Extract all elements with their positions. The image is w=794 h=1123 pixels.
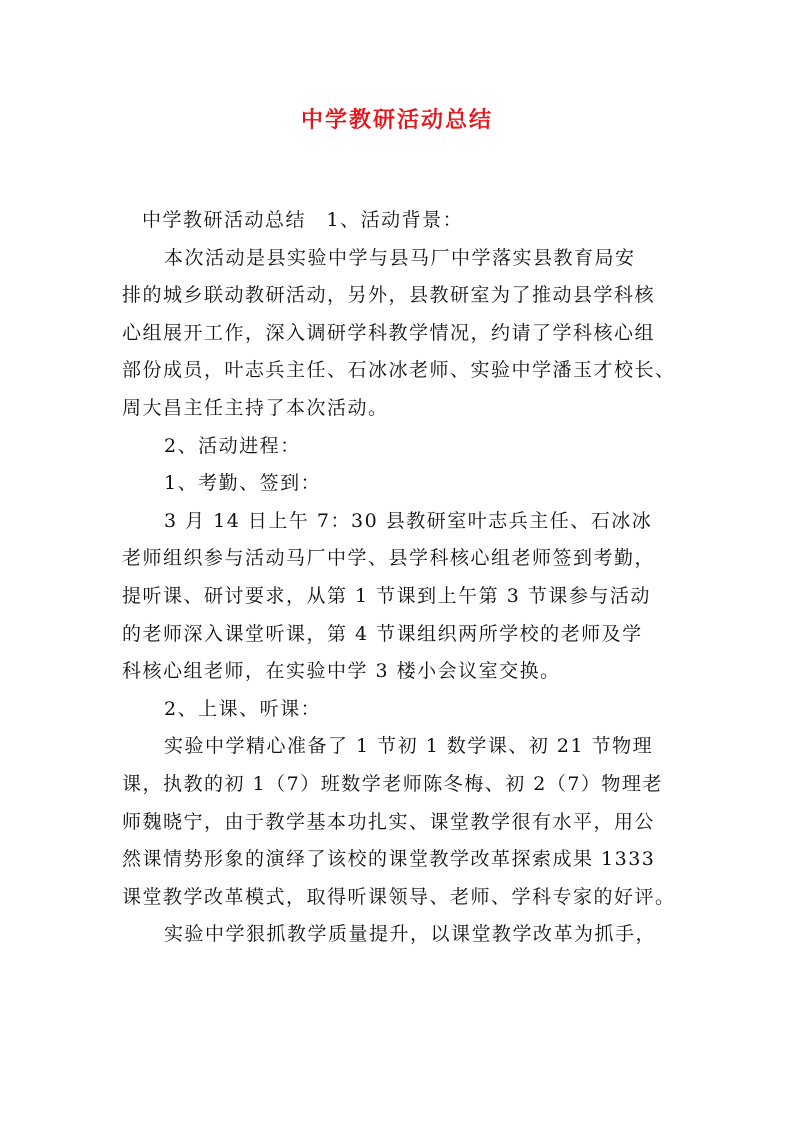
body-line: 实验中学狠抓教学质量提升，以课堂教学改革为抓手， (164, 923, 657, 946)
body-line: 提听课、研讨要求，从第 1 节课到上午第 3 节课参与活动 (122, 584, 651, 607)
body-line: 3 月 14 日上午 7：30 县教研室叶志兵主任、石冰冰 (164, 509, 653, 532)
body-line: 心组展开工作，深入调研学科教学情况，约请了学科核心组 (122, 321, 656, 344)
body-line: 科核心组老师，在实验中学 3 楼小会议室交换。 (122, 660, 561, 683)
body-line: 2、活动进程： (164, 434, 301, 457)
body-line: 师魏晓宁，由于教学基本功扎实、课堂教学很有水平，用公 (122, 810, 656, 833)
body-line: 课堂教学改革模式，取得听课领导、老师、学科专家的好评。 (122, 885, 676, 908)
body-line: 课，执教的初 1（7）班数学老师陈冬梅、初 2（7）物理老 (122, 772, 663, 795)
body-line: 本次活动是县实验中学与县马厂中学落实县教育局安 (164, 246, 636, 269)
body-line: 2、上课、听课： (164, 697, 322, 720)
body-line: 的老师深入课堂听课，第 4 节课组织两所学校的老师及学 (122, 622, 643, 645)
body-line: 周大昌主任主持了本次活动。 (122, 396, 389, 419)
body-line: 部份成员，叶志兵主任、石冰冰老师、实验中学潘玉才校长、 (122, 359, 676, 382)
body-line: 然课情势形象的演绎了该校的课堂教学改革探索成果 1333 (122, 848, 656, 871)
body-line: 排的城乡联动教研活动，另外，县教研室为了推动县学科核 (122, 284, 656, 307)
body-line: 中学教研活动总结 1、活动背景： (142, 209, 464, 231)
document-body (122, 202, 682, 954)
document-title: 中学教研活动总结 (300, 107, 493, 133)
body-line: 老师组织参与活动马厂中学、县学科核心组老师签到考勤， (122, 547, 656, 570)
body-line: 1、考勤、签到： (164, 472, 322, 495)
body-line: 实验中学精心准备了 1 节初 1 数学课、初 21 节物理 (164, 735, 654, 758)
